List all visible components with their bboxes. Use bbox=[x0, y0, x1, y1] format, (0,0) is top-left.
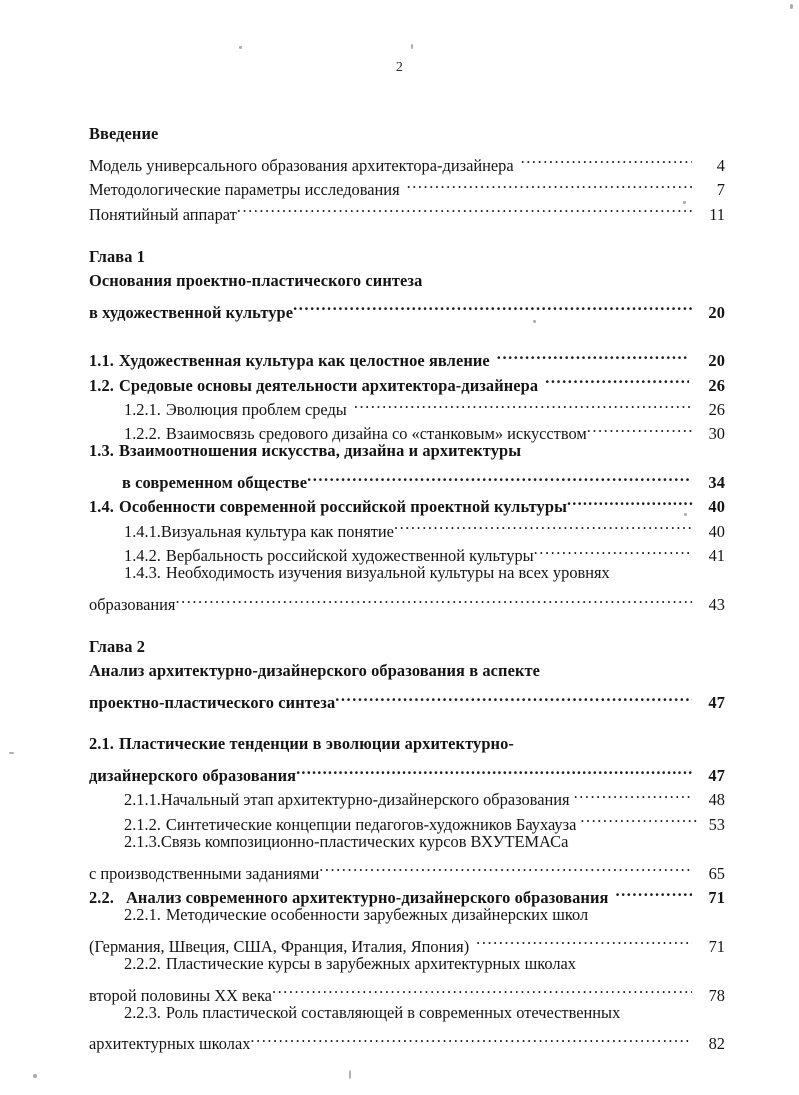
toc-entry-number: 2.1. bbox=[89, 734, 114, 754]
toc-entry-wrapped-first-line bbox=[124, 903, 725, 927]
toc-entry-number: 2.2.1. bbox=[124, 904, 161, 924]
dot-leader bbox=[296, 757, 692, 781]
toc-entry-continuation[interactable] bbox=[89, 586, 725, 615]
dot-leader bbox=[497, 342, 689, 366]
toc-entry-page: 82 bbox=[708, 1034, 725, 1054]
toc-entry-number: 1.2. bbox=[89, 375, 114, 395]
toc-entry-title: Синтетические концепции педагогов-художников Баухауза bbox=[165, 814, 577, 834]
toc-entry-title: дизайнерского образования bbox=[89, 765, 297, 785]
toc-entry-page: 30 bbox=[708, 424, 725, 444]
toc-entry-title: Модель универсального образования архитектора-дизайнера bbox=[89, 155, 514, 175]
dot-leader bbox=[521, 146, 692, 170]
dot-leader bbox=[354, 391, 692, 415]
toc-entry-title: Взаимоотношения искусства, дизайна и архитектуры bbox=[119, 441, 522, 461]
toc-entry-title: второй половины XX века bbox=[89, 985, 272, 1005]
scan-speckle bbox=[33, 1074, 37, 1078]
toc-entry[interactable] bbox=[89, 146, 725, 175]
toc-entry-number: 1.1. bbox=[89, 351, 114, 371]
toc-entry-page: 53 bbox=[708, 814, 725, 834]
toc-entry-page: 11 bbox=[709, 204, 725, 224]
toc-entry-title: Художественная культура как целостное явление bbox=[119, 351, 490, 371]
dot-leader bbox=[407, 171, 692, 195]
dot-leader bbox=[476, 927, 692, 951]
dot-leader bbox=[580, 805, 699, 829]
dot-leader bbox=[567, 488, 694, 512]
toc-entry-wrapped-first-line bbox=[124, 952, 725, 976]
toc-entry-wrapped-first-line bbox=[89, 439, 725, 463]
scan-speckle bbox=[790, 4, 793, 9]
dot-leader bbox=[175, 586, 692, 610]
toc-entry-continuation[interactable] bbox=[122, 464, 725, 493]
dot-leader bbox=[545, 366, 689, 390]
toc-entry-page: 48 bbox=[708, 790, 725, 810]
chapter-title-line: Основания проектно-пластического синтеза bbox=[89, 270, 423, 290]
toc-entry-title: Роль пластической составляющей в современных отечественных bbox=[165, 1002, 621, 1022]
page-number: 2 bbox=[395, 60, 404, 75]
toc-entry-page: 47 bbox=[708, 765, 725, 785]
toc-entry-number: 2.2.3. bbox=[124, 1002, 161, 1022]
dot-leader bbox=[319, 854, 692, 878]
dot-leader bbox=[615, 879, 692, 903]
scan-speckle bbox=[411, 44, 413, 49]
toc-section-introduction bbox=[89, 122, 725, 224]
toc-entry-page: 40 bbox=[708, 497, 725, 517]
dot-leader bbox=[307, 464, 692, 488]
toc-entry-title: (Германия, Швеция, США, Франция, Италия, Япония) bbox=[89, 936, 470, 956]
dot-leader bbox=[534, 537, 692, 561]
toc-entry-page: 71 bbox=[708, 887, 725, 907]
toc-entry-title: Пластические тенденции в эволюции архитектурно- bbox=[119, 734, 514, 754]
toc-entry-title: Методологические параметры исследования bbox=[89, 180, 400, 200]
chapter-title-last-line: проектно-пластического синтеза bbox=[89, 693, 336, 713]
toc-entry-number: 1.4.3. bbox=[124, 563, 161, 583]
chapter-label: Глава 2 bbox=[89, 637, 146, 657]
dot-leader bbox=[272, 976, 692, 1000]
toc-entry-title: архитектурных школах bbox=[89, 1034, 251, 1054]
toc-entry-wrapped-first-line bbox=[89, 732, 725, 756]
scan-speckle bbox=[349, 1070, 351, 1079]
toc-section-chapter-1 bbox=[89, 245, 725, 322]
toc-entry-wrapped-first-line bbox=[124, 561, 725, 585]
toc-entry-title: Вербальность российской художественной культуры bbox=[165, 546, 534, 566]
toc-subsections-chapter-2 bbox=[89, 732, 725, 1054]
toc-entry-title: Методические особенности зарубежных дизайнерских школ bbox=[165, 904, 589, 924]
toc-entry-continuation[interactable] bbox=[89, 1025, 725, 1054]
toc-entry-title: Визуальная культура как понятие bbox=[160, 521, 394, 541]
toc-entry-number: 2.1.2. bbox=[124, 814, 161, 834]
chapter-title-line: Анализ архитектурно-дизайнерского образования в аспекте bbox=[89, 661, 541, 681]
toc-entry-number: 1.2.1. bbox=[124, 399, 161, 419]
toc-section-chapter-2 bbox=[89, 635, 725, 713]
toc-entry-title: Связь композиционно-пластических курсов ВХУТЕМАСа bbox=[160, 831, 569, 851]
dot-leader bbox=[237, 195, 692, 219]
chapter-title-last-line: в художественной культуре bbox=[89, 302, 294, 322]
toc-entry-continuation[interactable] bbox=[89, 976, 725, 1005]
table-of-contents bbox=[89, 122, 725, 1054]
toc-entry-page: 26 bbox=[708, 399, 725, 419]
chapter-page: 20 bbox=[708, 302, 725, 322]
toc-entry-page: 26 bbox=[708, 375, 725, 395]
scan-speckle bbox=[9, 752, 14, 754]
toc-subsections-chapter-1 bbox=[89, 342, 725, 615]
toc-entry-title: в современном обществе bbox=[122, 473, 308, 493]
chapter-title-entry[interactable] bbox=[89, 293, 725, 322]
toc-entry-number: 1.4.2. bbox=[124, 546, 161, 566]
dot-leader bbox=[574, 781, 692, 805]
toc-entry-wrapped-first-line bbox=[124, 1001, 725, 1025]
toc-entry-page: 40 bbox=[708, 521, 725, 541]
toc-entry-title: Пластические курсы в зарубежных архитектурных школах bbox=[165, 953, 576, 973]
toc-entry-wrapped-first-line bbox=[124, 830, 725, 854]
toc-entry-continuation[interactable] bbox=[89, 927, 725, 956]
dot-leader bbox=[250, 1025, 692, 1049]
toc-entry-title: Необходимость изучения визуальной культуры на всех уровнях bbox=[165, 563, 610, 583]
section-heading-introduction: Введение bbox=[89, 124, 159, 143]
toc-entry-continuation[interactable] bbox=[89, 757, 725, 785]
toc-entry-number: 1.4. bbox=[89, 497, 114, 517]
toc-entry-number: 2.2. bbox=[89, 887, 114, 907]
toc-entry-number: 1.2.2. bbox=[124, 424, 161, 444]
toc-entry-number: 2.1.1. bbox=[124, 790, 161, 810]
toc-entry-page: 20 bbox=[708, 351, 725, 371]
toc-entry-page: 4 bbox=[716, 155, 725, 175]
toc-entry-title: Особенности современной российской проектной культуры bbox=[119, 497, 567, 517]
toc-entry-title: Понятийный аппарат bbox=[89, 204, 237, 224]
toc-entry-number: 1.3. bbox=[89, 441, 114, 461]
toc-entry-title: Взаимосвязь средового дизайна со «станковым» искусством bbox=[165, 424, 587, 444]
toc-entry-title: образования bbox=[89, 595, 176, 615]
toc-entry-page: 65 bbox=[708, 863, 725, 883]
dot-leader bbox=[335, 684, 692, 708]
toc-entry-page: 41 bbox=[708, 546, 725, 566]
chapter-page: 47 bbox=[708, 693, 725, 713]
toc-entry[interactable] bbox=[89, 342, 725, 371]
toc-entry-number: 2.2.2. bbox=[124, 953, 161, 973]
toc-entry-page: 34 bbox=[708, 473, 725, 493]
toc-entry-title: Эволюция проблем среды bbox=[165, 399, 347, 419]
toc-entry-number: 2.1.3. bbox=[124, 831, 161, 851]
toc-entry-page: 71 bbox=[708, 936, 725, 956]
toc-entry-number: 1.4.1. bbox=[124, 521, 161, 541]
toc-entry-continuation[interactable] bbox=[89, 854, 725, 883]
toc-entry-title: Средовые основы деятельности архитектора-дизайнера bbox=[119, 375, 539, 395]
toc-entry-title: Анализ современного архитектурно-дизайнерского образования bbox=[126, 887, 609, 907]
toc-entry-title: с производственными заданиями bbox=[89, 863, 320, 883]
dot-leader bbox=[293, 293, 692, 317]
dot-leader bbox=[394, 512, 692, 536]
toc-entry-page: 43 bbox=[708, 595, 725, 615]
toc-entry-page: 78 bbox=[708, 985, 725, 1005]
chapter-label: Глава 1 bbox=[89, 246, 146, 266]
toc-entry-title: Начальный этап архитектурно-дизайнерского образования bbox=[160, 790, 570, 810]
toc-entry-page: 7 bbox=[716, 180, 725, 200]
chapter-title-entry[interactable] bbox=[89, 684, 725, 713]
dot-leader bbox=[587, 415, 692, 439]
scan-speckle bbox=[239, 46, 242, 49]
